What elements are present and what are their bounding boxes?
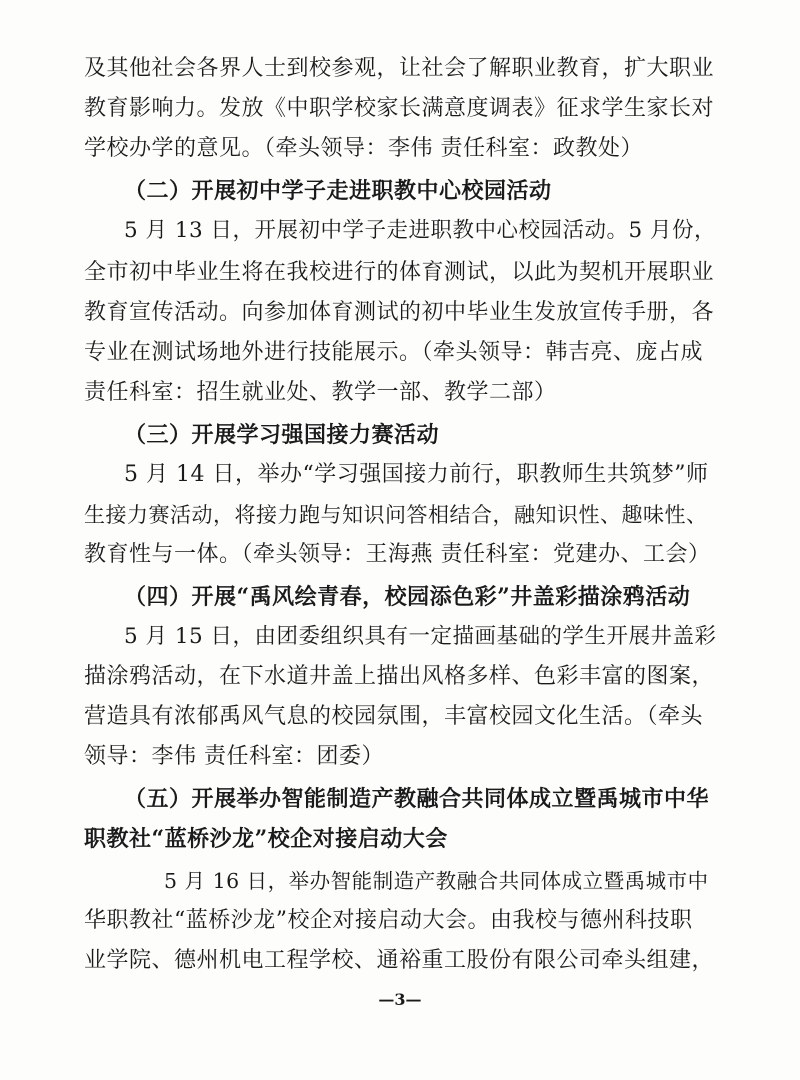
section-heading: （五）开展举办智能制造产教融合共同体成立暨禹城市中华: [124, 786, 710, 812]
body-line: 5 月 13 日，开展初中学子走进职教中心校园活动。5 月份，: [124, 218, 717, 243]
body-line: 描涂鸦活动，在下水道井盖上描出风格多样、色彩丰富的图案，: [84, 664, 715, 689]
section-heading: （二）开展初中学子走进职教中心校园活动: [124, 178, 552, 204]
body-line: 学校办学的意见。（牵头领导：李伟 责任科室：政教处）: [84, 136, 643, 161]
body-line: 业学院、德州机电工程学校、通裕重工股份有限公司牵头组建，: [84, 948, 715, 973]
body-line: 责任科室：招生就业处、教学一部、教学二部）: [84, 380, 557, 405]
body-line: 5 月 14 日，举办“学习强国接力前行，职教师生共筑梦”师: [124, 462, 709, 487]
body-line: 全市初中毕业生将在我校进行的体育测试，以此为契机开展职业: [84, 260, 715, 285]
body-line: 华职教社“蓝桥沙龙”校企对接启动大会。由我校与德州科技职: [84, 908, 693, 933]
body-line: 教育性与一体。（牵头领导：王海燕 责任科室：党建办、工会）: [84, 542, 711, 567]
section-heading: 职教社“蓝桥沙龙”校企对接启动大会: [84, 826, 448, 852]
body-line: 5 月 16 日，举办智能制造产教融合共同体成立暨禹城市中: [164, 869, 709, 893]
body-line: 领导：李伟 责任科室：团委）: [84, 744, 384, 769]
body-line: 专业在测试场地外进行技能展示。（牵头领导：韩吉亮、庞占成: [84, 340, 704, 365]
body-line: 教育宣传活动。向参加体育测试的初中毕业生发放宣传手册，各: [84, 300, 715, 325]
section-heading: （四）开展“禹风绘青春，校园添色彩”井盖彩描涂鸦活动: [124, 584, 691, 610]
body-line: 营造具有浓郁禹风气息的校园氛围，丰富校园文化生活。（牵头: [84, 704, 704, 729]
body-line: 生接力赛活动，将接力跑与知识问答相结合，融知识性、趣味性、: [84, 503, 708, 527]
section-heading: （三）开展学习强国接力赛活动: [124, 422, 440, 448]
body-line: 教育影响力。发放《中职学校家长满意度调表》征求学生家长对: [84, 96, 715, 121]
page-number: —3—: [378, 990, 422, 1009]
body-line: 及其他社会各界人士到校参观，让社会了解职业教育，扩大职业: [84, 56, 715, 81]
body-line: 5 月 15 日，由团委组织具有一定描画基础的学生开展井盖彩: [124, 624, 717, 649]
